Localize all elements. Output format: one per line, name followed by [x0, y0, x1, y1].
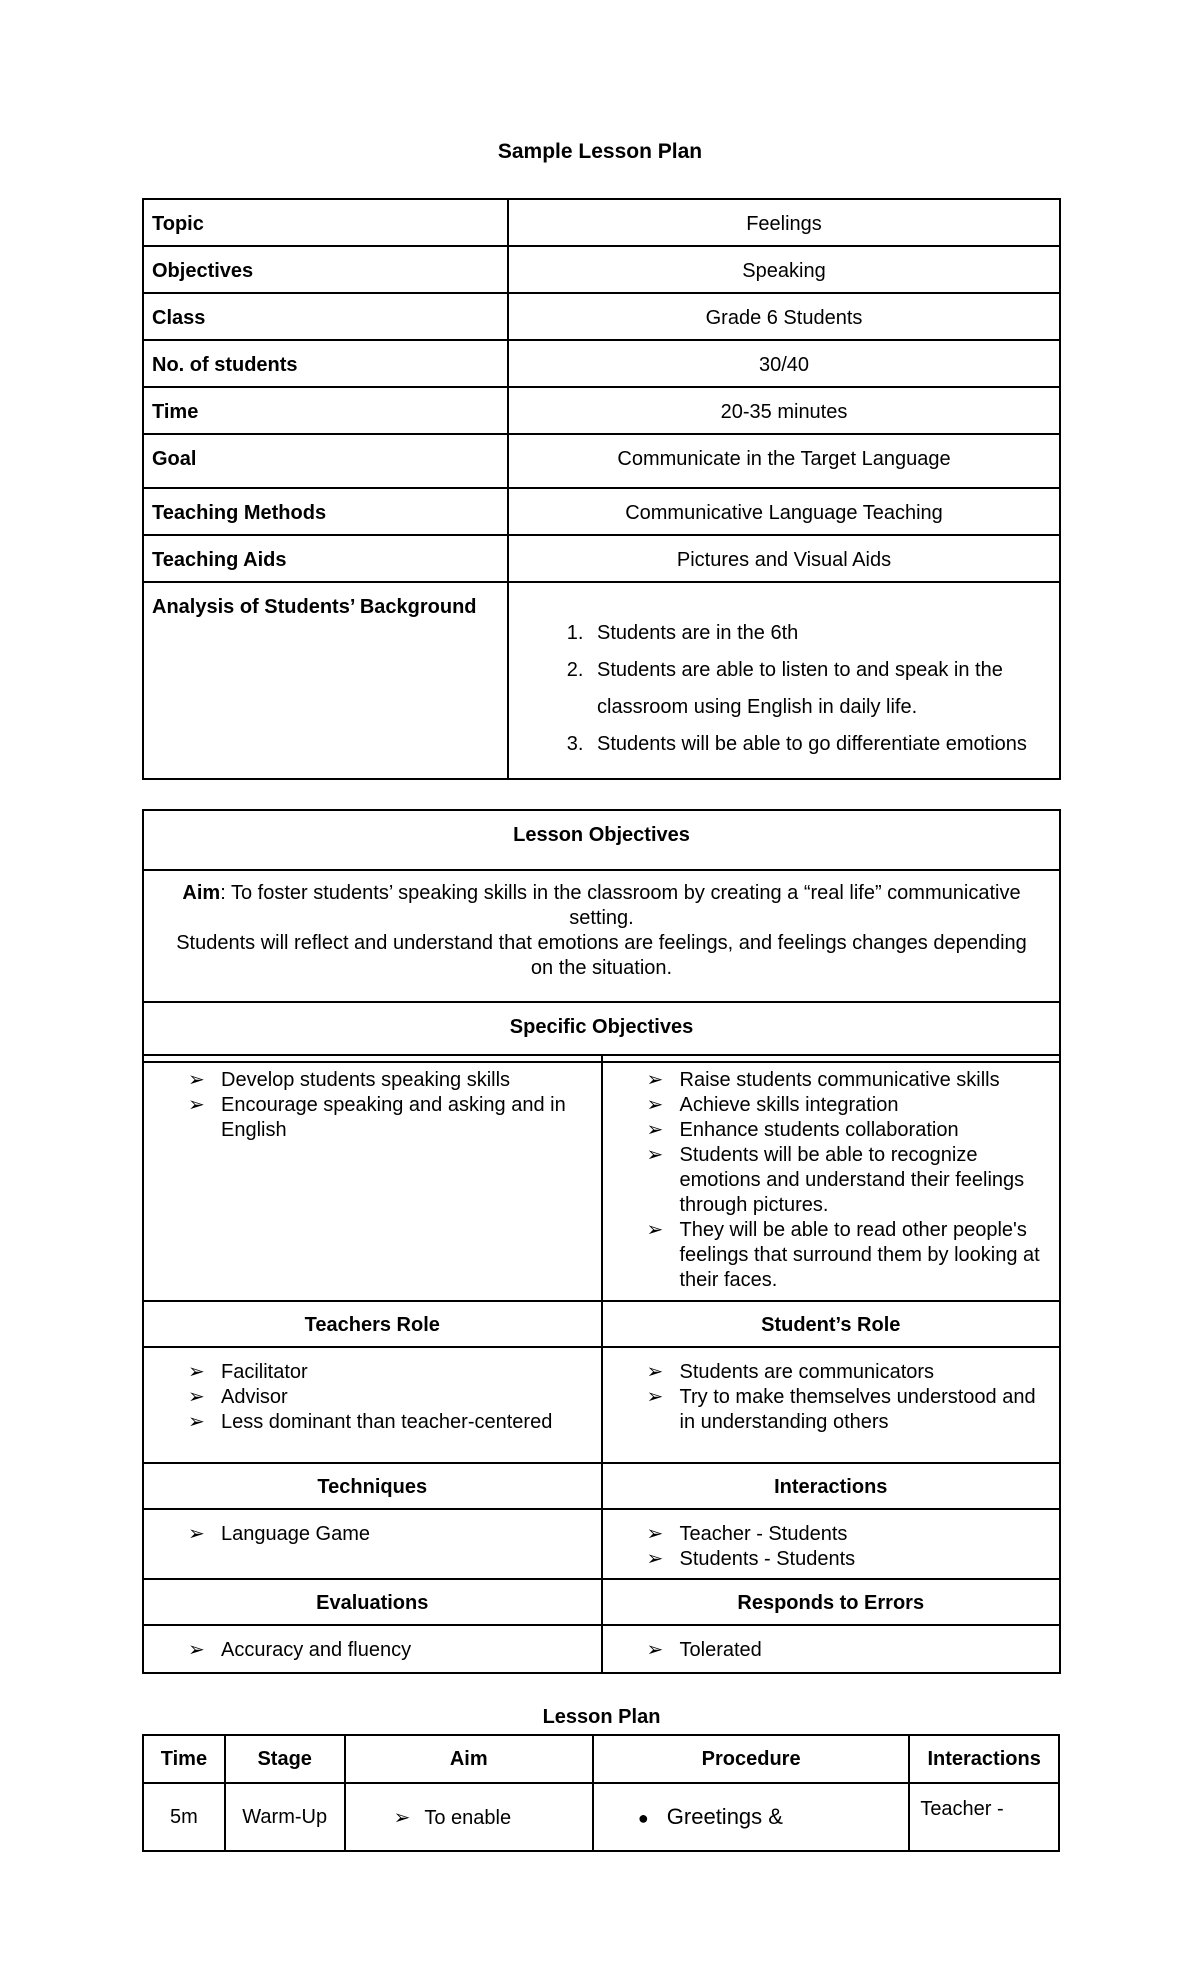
aim-value: To enable — [424, 1806, 512, 1829]
list-item: ➢ Teacher - Students — [647, 1522, 1050, 1547]
info-label: Time — [143, 387, 508, 434]
list-item: ➢ Develop students speaking skills — [188, 1068, 591, 1093]
info-label: Class — [143, 293, 508, 340]
table-row — [143, 1783, 1059, 1851]
cell-time: 5m — [143, 1783, 225, 1851]
evaluations-heading: Evaluations — [143, 1579, 602, 1625]
roles-table — [142, 1054, 1061, 1674]
info-label: Teaching Methods — [143, 488, 508, 535]
info-value: 30/40 — [508, 340, 1060, 387]
bullet-icon: ● — [637, 1808, 649, 1828]
info-row — [143, 434, 1060, 488]
errors-heading: Responds to Errors — [602, 1579, 1061, 1625]
info-row — [143, 488, 1060, 535]
list-item: ➢ Students - Students — [647, 1547, 1050, 1572]
list-item: ➢ Try to make themselves understood and in understanding others — [647, 1385, 1050, 1435]
list-item: ➢ Facilitator — [188, 1360, 591, 1385]
techniques-cell — [143, 1509, 602, 1579]
list-item: ➢ Achieve skills integration — [647, 1093, 1050, 1118]
info-row — [143, 582, 1060, 779]
list-item: 2. Students are able to listen to and speak in the classroom using English in daily life. — [589, 652, 1059, 726]
info-value: Grade 6 Students — [508, 293, 1060, 340]
cell-aim — [345, 1783, 593, 1851]
header-procedure: Procedure — [593, 1735, 909, 1783]
background-label: Analysis of Students’ Background — [143, 582, 508, 779]
info-value: Communicative Language Teaching — [508, 488, 1060, 535]
interactions-heading: Interactions — [602, 1463, 1061, 1509]
students-role-heading: Student’s Role — [602, 1301, 1061, 1347]
info-row — [143, 246, 1060, 293]
info-label: Teaching Aids — [143, 535, 508, 582]
aim-text: : To foster students’ speaking skills in the classroom by creating a “real life” communicative setting. — [220, 882, 1021, 929]
specific-left-cell — [143, 1055, 602, 1301]
lesson-info-table — [142, 198, 1061, 780]
info-label: No. of students — [143, 340, 508, 387]
info-value: Communicate in the Target Language — [508, 434, 1060, 488]
info-label: Objectives — [143, 246, 508, 293]
table-header-row — [143, 1735, 1059, 1783]
cell-stage: Warm-Up — [225, 1783, 345, 1851]
page-title: Sample Lesson Plan — [497, 140, 703, 163]
evaluations-cell — [143, 1625, 602, 1673]
list-item: ➢ Accuracy and fluency — [188, 1638, 591, 1663]
techniques-heading: Techniques — [143, 1463, 602, 1509]
info-row — [143, 535, 1060, 582]
background-cell — [508, 582, 1060, 779]
lesson-plan-title: Lesson Plan — [542, 1706, 661, 1728]
aim-label: Aim — [182, 882, 221, 904]
list-item: ➢ Raise students communicative skills — [647, 1068, 1050, 1093]
procedure-value: Greetings & — [666, 1804, 783, 1829]
list-item: 3. Students will be able to go differentiate emotions — [589, 726, 1059, 763]
specific-objectives-heading: Specific Objectives — [143, 1002, 1060, 1062]
aim-text-secondary: Students will reflect and understand that emotions are feelings, and feelings changes depending on the situation. — [176, 932, 1027, 979]
teachers-role-heading: Teachers Role — [143, 1301, 602, 1347]
info-value: Feelings — [508, 199, 1060, 246]
errors-cell — [602, 1625, 1061, 1673]
teachers-role-cell — [143, 1347, 602, 1463]
lesson-plan-table — [142, 1734, 1060, 1852]
info-label: Goal — [143, 434, 508, 488]
lesson-objectives-table — [142, 809, 1061, 1063]
specific-right-cell — [602, 1055, 1061, 1301]
cell-interactions: Teacher - — [909, 1783, 1059, 1851]
aim-cell — [143, 870, 1060, 1002]
header-aim: Aim — [345, 1735, 593, 1783]
students-role-cell — [602, 1347, 1061, 1463]
info-value: Pictures and Visual Aids — [508, 535, 1060, 582]
lesson-objectives-heading: Lesson Objectives — [143, 810, 1060, 870]
list-item: ➢ Less dominant than teacher-centered — [188, 1410, 591, 1435]
info-value: Speaking — [508, 246, 1060, 293]
list-item: 1. Students are in the 6th — [589, 615, 1059, 652]
info-row — [143, 199, 1060, 246]
list-item: ➢ Language Game — [188, 1522, 591, 1547]
interactions-cell — [602, 1509, 1061, 1579]
list-item: ➢ Enhance students collaboration — [647, 1118, 1050, 1143]
list-item: ➢ Students will be able to recognize emotions and understand their feelings through pictures. — [647, 1143, 1050, 1218]
list-item: ➢ Students are communicators — [647, 1360, 1050, 1385]
info-row — [143, 340, 1060, 387]
header-stage: Stage — [225, 1735, 345, 1783]
header-interactions: Interactions — [909, 1735, 1059, 1783]
info-value: 20-35 minutes — [508, 387, 1060, 434]
cell-procedure — [593, 1783, 909, 1851]
arrow-bullet-icon: ➢ — [393, 1806, 411, 1829]
info-label: Topic — [143, 199, 508, 246]
background-list — [509, 615, 1059, 763]
list-item: ➢ Encourage speaking and asking and in English — [188, 1093, 591, 1143]
list-item: ➢ Advisor — [188, 1385, 591, 1410]
list-item: ➢ They will be able to read other people's feelings that surround them by looking at their faces. — [647, 1218, 1050, 1293]
info-row — [143, 293, 1060, 340]
list-item: ➢ Tolerated — [647, 1638, 1050, 1663]
info-row — [143, 387, 1060, 434]
header-time: Time — [143, 1735, 225, 1783]
